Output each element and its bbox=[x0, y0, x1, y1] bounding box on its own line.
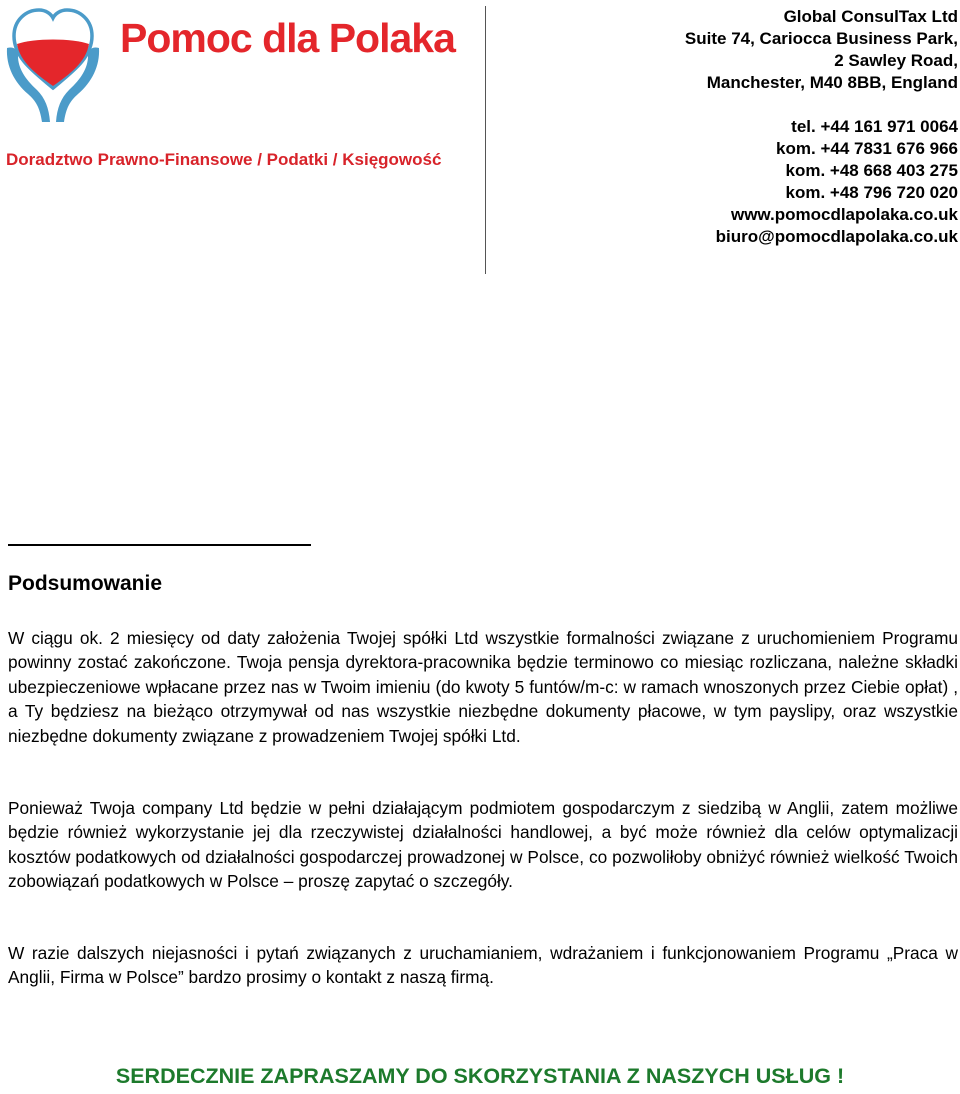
body-paragraph: Ponieważ Twoja company Ltd będzie w pełni działającym podmiotem gospodarczym z siedzibą w Anglii, zatem możliwe będzie również wykorzystanie jej dla rzeczywistej działalności handlowej, a być może również dla celów optymalizacji kosztów podatkowych od działalności gospodarczej prowadzonej w Polsce, co pozwoliłoby obniżyć również wielkość Twoich zobowiązań podatkowych w Polsce – proszę zapytać o szczegóły. bbox=[8, 798, 958, 892]
company-name: Global ConsulTax Ltd bbox=[783, 7, 958, 26]
email-link[interactable]: biuro@pomocdlapolaka.co.uk bbox=[715, 226, 958, 246]
contact-details bbox=[716, 116, 958, 247]
body-paragraph: W razie dalszych niejasności i pytań związanych z uruchamianiem, wdrażaniem i funkcjonowaniem Programu „Praca w Anglii, Firma w Polsce” bardzo prosimy o kontakt z naszą firmą. bbox=[8, 943, 958, 988]
section-rule bbox=[8, 544, 311, 546]
phone-landline: tel. +44 161 971 0064 bbox=[791, 117, 958, 136]
header-divider bbox=[485, 6, 486, 274]
company-address bbox=[685, 6, 958, 94]
brand-name: Pomoc dla Polaka bbox=[120, 15, 455, 61]
phone-mobile: kom. +44 7831 676 966 bbox=[776, 138, 958, 158]
brand-tagline: Doradztwo Prawno-Finansowe / Podatki / Księgowość bbox=[6, 150, 442, 169]
website-link[interactable]: www.pomocdlapolaka.co.uk bbox=[730, 204, 958, 224]
phone-mobile: kom. +48 668 403 275 bbox=[785, 160, 958, 180]
address-line: 2 Sawley Road, bbox=[834, 50, 958, 70]
heart-hands-logo-icon bbox=[4, 4, 102, 124]
body-paragraph: W ciągu ok. 2 miesięcy od daty założenia Twojej spółki Ltd wszystkie formalności związane z uruchomieniem Programu powinny zostać zakończone. Twoja pensja dyrektora-pracownika będzie terminowo co miesiąc rozliczana, należne składki ubezpieczeniowe wpłacane przez nas w Twoim imieniu (do kwoty 5 funtów/m-c: w ramach wnoszonych przez Ciebie opłat) , a Ty będziesz na bieżąco otrzymywał od nas wszystkie niezbędne dokumenty płacowe, w tym payslipy, oraz wszystkie niezbędne dokumenty związane z prowadzeniem Twojej spółki Ltd. bbox=[8, 628, 958, 746]
phone-mobile: kom. +48 796 720 020 bbox=[785, 182, 958, 202]
footer-call-to-action: SERDECZNIE ZAPRASZAMY DO SKORZYSTANIA Z NASZYCH USŁUG ! bbox=[115, 1064, 845, 1088]
section-title: Podsumowanie bbox=[8, 572, 163, 595]
address-line: Manchester, M40 8BB, England bbox=[706, 72, 958, 92]
address-line: Suite 74, Cariocca Business Park, bbox=[684, 28, 958, 48]
